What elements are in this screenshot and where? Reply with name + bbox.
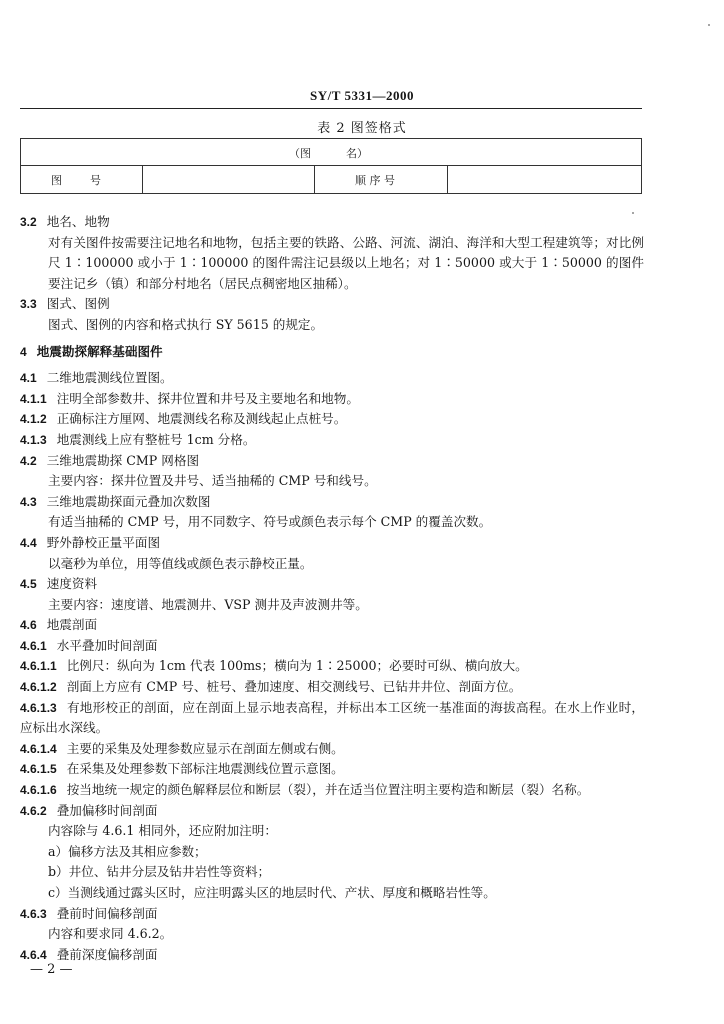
text-span: c）当测线通过露头区时，应注明露头区的地层时代、产状、厚度和概略岩性等。 xyxy=(48,885,496,900)
text-span: 图式、图例的内容和格式执行 SY 5615 的规定。 xyxy=(48,316,324,332)
section-number: 4.6.1 xyxy=(20,638,47,653)
text-span: 主要内容：速度谱、地震测井、VSP 测井及声波测井等。 xyxy=(48,596,368,612)
section-number: 4.6.2 xyxy=(20,803,47,818)
section-heading xyxy=(20,430,644,451)
section-number: 4.6 xyxy=(20,618,37,633)
table-row-divider xyxy=(21,165,641,166)
section-number: 4.2 xyxy=(20,453,37,468)
header-rule xyxy=(20,108,642,109)
text-span: a）偏移方法及其相应参数； xyxy=(48,843,207,859)
section-heading xyxy=(20,698,644,739)
list-item xyxy=(20,842,644,863)
section-heading xyxy=(20,780,644,801)
section-heading xyxy=(20,409,644,430)
section-heading xyxy=(20,739,644,760)
text-span: 地震剖面 xyxy=(46,617,98,633)
paragraph xyxy=(20,924,644,945)
section-number: 4.6.1.1 xyxy=(20,659,57,674)
section-number: 4.1 xyxy=(20,371,37,386)
text-span: 按当地统一规定的颜色解释层位和断层（裂），并在适当位置注明主要构造和断层（裂）名称。 xyxy=(66,782,590,798)
paragraph xyxy=(20,471,644,492)
paragraph xyxy=(20,512,644,533)
section-number: 4.4 xyxy=(20,535,37,550)
section-heading xyxy=(20,368,644,389)
text-span: 叠前深度偏移剖面 xyxy=(56,946,158,962)
section-heading xyxy=(20,294,644,315)
section-heading xyxy=(20,636,644,657)
section-heading xyxy=(20,801,644,822)
table-col-divider xyxy=(447,166,448,193)
section-number: 4.6.1.2 xyxy=(20,680,57,695)
section-number: 4.6.1.3 xyxy=(20,700,57,715)
text-span: 野外静校正量平面图 xyxy=(46,534,161,550)
page-number: — 2 — xyxy=(30,962,73,977)
text-span: 对有关图件按需要注记地名和地物，包括主要的铁路、公路、河流、湖泊、海洋和大型工程建筑等；对比例尺 1∶100000 或小于 1∶100000 的图件需注记县级以上地名；对 1∶50000 或大于 1∶50000 的图件要注记乡（镇）和部分村地名（居民点稠密地区抽稀）。 xyxy=(48,234,644,291)
paragraph xyxy=(20,554,644,575)
text-span: 三维地震勘探面元叠加次数图 xyxy=(46,493,211,509)
section-heading xyxy=(20,904,644,925)
section-heading xyxy=(20,389,644,410)
text-span: 在采集及处理参数下部标注地震测线位置示意图。 xyxy=(66,761,344,777)
text-span: 水平叠加时间剖面 xyxy=(56,637,158,653)
section-heading xyxy=(20,574,644,595)
figure-name-cell: （图 名） xyxy=(289,147,368,160)
section-heading xyxy=(20,451,644,472)
section-number: 4.6.3 xyxy=(20,906,47,921)
text-span: 地名、地物 xyxy=(46,214,110,229)
paragraph xyxy=(20,821,644,842)
text-span: 叠前时间偏移剖面 xyxy=(56,905,158,921)
section-number: 4.5 xyxy=(20,577,37,592)
section-number: 4.1.3 xyxy=(20,432,47,447)
section-number: 4.6.1.5 xyxy=(20,762,57,777)
paragraph xyxy=(20,595,644,616)
text-span: 地震测线上应有整桩号 1cm 分格。 xyxy=(56,431,256,447)
scan-speck xyxy=(632,212,634,214)
standard-code: SY/T 5331—2000 xyxy=(310,88,414,103)
text-span: 主要的采集及处理参数应显示在剖面左侧或右侧。 xyxy=(66,740,344,756)
section-heading xyxy=(20,492,644,513)
paragraph xyxy=(20,315,644,336)
figure-number-label: 图 号 xyxy=(51,174,101,187)
sequence-number-label: 顺 序 号 xyxy=(355,174,395,187)
section-number: 4.6.1.6 xyxy=(20,783,57,798)
title-block-table xyxy=(20,138,642,194)
list-item xyxy=(20,883,644,904)
text-span: 正确标注方厘网、地震测线名称及测线起止点桩号。 xyxy=(56,411,347,427)
text-span: 注明全部参数井、探井位置和井号及主要地名和地物。 xyxy=(56,390,359,406)
text-span: 叠加偏移时间剖面 xyxy=(56,802,158,818)
text-span: 主要内容：探井位置及井号、适当抽稀的 CMP 号和线号。 xyxy=(48,473,377,489)
table-col-divider xyxy=(314,166,315,193)
section-number: 4.1.2 xyxy=(20,412,47,427)
section-heading xyxy=(20,656,644,677)
text-span: 内容除与 4.6.1 相同外，还应附加注明： xyxy=(48,823,277,839)
table-col-divider xyxy=(142,166,143,193)
section-number: 4.6.1.4 xyxy=(20,741,57,756)
body-text xyxy=(20,212,644,965)
section-heading xyxy=(20,759,644,780)
text-span: 二维地震测线位置图。 xyxy=(46,370,173,386)
text-span: 地震勘探解释基础图件 xyxy=(36,343,163,359)
section-number: 3.2 xyxy=(20,215,37,229)
scan-speck xyxy=(708,24,710,26)
text-span: 速度资料 xyxy=(46,576,98,592)
section-number: 4.1.1 xyxy=(20,391,47,406)
section-heading xyxy=(20,945,644,966)
section-heading xyxy=(20,212,644,233)
text-span: 比例尺：纵向为 1cm 代表 100ms；横向为 1∶25000；必要时可纵、横向放大。 xyxy=(66,658,528,674)
section-heading xyxy=(20,533,644,554)
section-number: 4.3 xyxy=(20,494,37,509)
text-span: b）井位、钻井分层及钻井岩性等资料； xyxy=(48,864,271,880)
text-span: 剖面上方应有 CMP 号、桩号、叠加速度、相交测线号、已钻井井位、剖面方位。 xyxy=(66,679,522,695)
section-number: 3.3 xyxy=(20,297,37,312)
text-span: 有地形校正的剖面，应在剖面上显示地表高程，并标出本工区统一基准面的海拔高程。在水上作业时，应标出水深线。 xyxy=(20,699,644,736)
text-span: 以毫秒为单位，用等值线或颜色表示静校正量。 xyxy=(48,555,313,571)
text-span: 有适当抽稀的 CMP 号，用不同数字、符号或颜色表示每个 CMP 的覆盖次数。 xyxy=(48,514,492,530)
text-span: 内容和要求同 4.6.2。 xyxy=(48,926,173,942)
section-heading xyxy=(20,615,644,636)
chapter-heading xyxy=(20,342,644,363)
paragraph xyxy=(20,233,644,295)
table-caption: 表 2 图签格式 xyxy=(317,121,407,136)
section-heading xyxy=(20,677,644,698)
section-number: 4.6.4 xyxy=(20,947,47,962)
text-span: 三维地震勘探 CMP 网格图 xyxy=(46,452,200,468)
list-item xyxy=(20,862,644,883)
section-number: 4 xyxy=(20,344,27,359)
text-span: 图式、图例 xyxy=(46,296,110,312)
